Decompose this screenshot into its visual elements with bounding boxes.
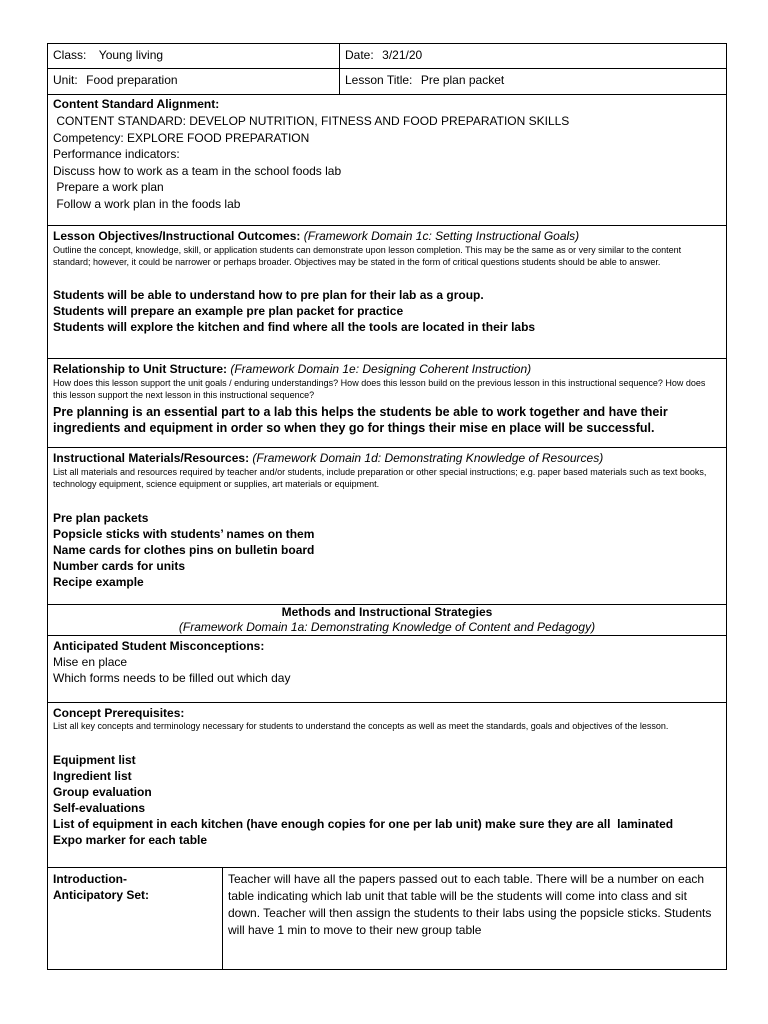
introduction-text: Teacher will have all the papers passed out to each table. There will be a number on each table indicating which lab unit that table will be the students will come into class and sit down. Teacher will then assign the students to their labs using the popsicle sticks. Students will have 1 min to move to their new group table [228,872,712,937]
prerequisite-item: Equipment list [53,752,136,767]
lesson-title-value: Pre plan packet [420,73,505,87]
objectives-cell [48,226,726,358]
misconceptions-cell [48,636,726,702]
class-cell [48,44,340,68]
content-standard-cell [48,95,726,225]
prerequisite-item: Expo marker for each table [53,832,208,847]
content-standard-heading: Content Standard Alignment: [53,97,220,111]
lesson-plan-form [47,43,727,970]
relationship-heading-line [53,361,721,378]
spacer [53,268,721,287]
spacer [53,490,721,510]
header-row-class-date [48,44,726,69]
lesson-title-cell [340,69,726,94]
misconception-item: Which forms needs to be filled out which day [53,671,291,685]
objective-item: Students will be able to understand how to pre plan for their lab as a group. [53,288,484,302]
methods-framework: (Framework Domain 1a: Demonstrating Knowledge of Content and Pedagogy) [178,620,596,634]
header-row-unit-title [48,69,726,95]
content-standard-line: Discuss how to work as a team in the school foods lab [53,163,342,178]
materials-heading: Instructional Materials/Resources: [53,451,250,465]
materials-heading-line [53,450,721,467]
introduction-text-cell [223,868,726,969]
methods-heading: Methods and Instructional Strategies [281,605,493,619]
objectives-section [48,226,726,359]
objectives-framework: (Framework Domain 1c: Setting Instructional Goals) [303,229,580,243]
objective-item: Students will prepare an example pre plan packet for practice [53,304,404,318]
methods-cell [48,605,726,635]
content-standard-line: Performance indicators: [53,147,180,161]
objective-item: Students will explore the kitchen and find where all the tools are located in their labs [53,320,536,334]
prerequisites-cell [48,703,726,867]
date-value: 3/21/20 [382,48,423,62]
unit-label: Unit: [53,73,78,87]
content-standard-line: Competency: EXPLORE FOOD PREPARATION [53,130,310,145]
relationship-framework: (Framework Domain 1e: Designing Coherent Instruction) [230,362,532,376]
objectives-heading: Lesson Objectives/Instructional Outcomes: [53,229,301,243]
material-item: Popsicle sticks with students’ names on them [53,527,315,541]
date-cell [340,44,726,68]
content-standard-line: Prepare a work plan [53,180,164,194]
class-value: Young living [98,48,164,62]
relationship-heading: Relationship to Unit Structure: [53,362,227,376]
prerequisites-instructions: List all key concepts and terminology necessary for students to understand the concepts as well as meet the standards, goals and objectives of the lesson. [53,721,669,731]
relationship-instructions: How does this lesson support the unit goals / enduring understandings? How does this lesson build on the previous lesson in this instructional sequence? How does this lesson support the next lesson in this instructional sequence? [53,378,706,400]
prerequisites-section [48,703,726,868]
introduction-label-cell [48,868,223,969]
date-label: Date: [345,48,374,62]
material-item: Name cards for clothes pins on bulletin board [53,543,315,557]
relationship-section [48,359,726,448]
prerequisite-item: List of equipment in each kitchen (have enough copies for one per lab unit) make sure they are all laminated [53,816,674,831]
content-standard-section [48,95,726,226]
material-item: Number cards for units [53,559,186,573]
introduction-section [48,868,726,969]
relationship-cell [48,359,726,447]
introduction-label: Introduction- [53,872,127,886]
prerequisite-item: Ingredient list [53,768,132,783]
unit-cell [48,69,340,94]
objectives-instructions: Outline the concept, knowledge, skill, or application students can demonstrate upon lesson completion. This may be the same as or very similar to the content standard; however, it could be narrower or perhaps broader. Objectives may be stated in the form of critical questions students should be able to answer. [53,245,682,267]
material-item: Recipe example [53,575,144,589]
content-standard-line: CONTENT STANDARD: DEVELOP NUTRITION, FITNESS AND FOOD PREPARATION SKILLS [53,114,570,128]
misconception-item: Mise en place [53,655,128,669]
materials-instructions: List all materials and resources required by teacher and/or students, include preparation or other special instructions; e.g. paper based materials such as text books, technology equipment, science equipment or supplies, art materials or equipment. [53,467,707,489]
spacer [53,733,721,752]
prerequisites-heading: Concept Prerequisites: [53,706,185,720]
objectives-heading-line [53,228,721,245]
class-label: Class: [53,48,87,62]
material-item: Pre plan packets [53,511,149,525]
prerequisite-item: Self-evaluations [53,800,146,815]
methods-section [48,605,726,636]
materials-cell [48,448,726,604]
misconceptions-section [48,636,726,703]
unit-value: Food preparation [86,73,178,87]
prerequisite-item: Group evaluation [53,784,152,799]
relationship-answer: Pre planning is an essential part to a lab this helps the students be able to work together and have their ingredients and equipment in order so when they go for things their mise en place will be successful. [53,405,668,436]
materials-section [48,448,726,605]
content-standard-line: Follow a work plan in the foods lab [53,196,241,211]
anticipatory-set-label: Anticipatory Set: [53,888,150,902]
lesson-title-label: Lesson Title: [345,73,413,87]
misconceptions-heading: Anticipated Student Misconceptions: [53,639,265,653]
materials-framework: (Framework Domain 1d: Demonstrating Knowledge of Resources) [252,451,604,465]
